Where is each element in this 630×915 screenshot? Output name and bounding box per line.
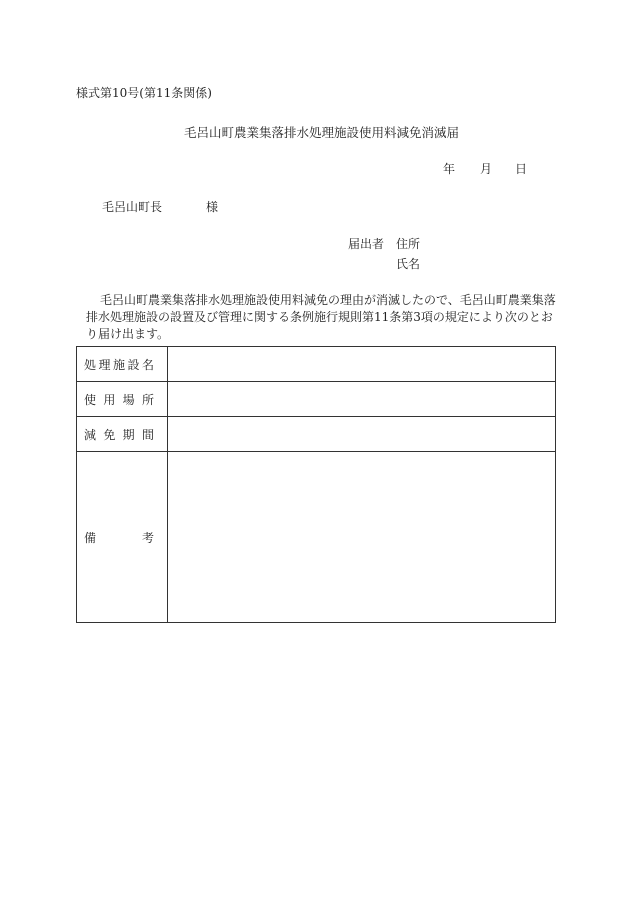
addressee-name: 毛呂山町長	[102, 200, 163, 214]
body-line: 排水処理施設の設置及び管理に関する条例施行規則第11条第3項の規定により次のとお	[86, 310, 553, 324]
document-title: 毛呂山町農業集落排水処理施設使用料減免消滅届	[184, 125, 460, 140]
form-table	[76, 346, 556, 623]
form-number: 様式第10号(第11条関係)	[76, 86, 212, 100]
submitter-label: 届出者	[348, 237, 385, 251]
remarks-field[interactable]	[168, 452, 556, 623]
body-paragraph	[76, 292, 596, 343]
reduction-period-label: 減免期間	[77, 417, 168, 452]
body-line: り届け出ます。	[86, 327, 170, 341]
submitter-name-label: 氏名	[396, 257, 421, 271]
submitter-address-label: 住所	[396, 237, 421, 251]
remarks-label: 備考	[77, 452, 168, 623]
table-row-location	[77, 382, 556, 417]
table-row-period	[77, 417, 556, 452]
table-row-remarks	[77, 452, 556, 623]
reduction-period-field[interactable]	[168, 417, 556, 452]
date-year-label: 年	[443, 162, 456, 176]
date-day-label: 日	[515, 162, 528, 176]
facility-name-label: 処理施設名	[77, 347, 168, 382]
body-line: 毛呂山町農業集落排水処理施設使用料減免の理由が消滅したので、毛呂山町農業集落	[100, 293, 556, 307]
usage-location-field[interactable]	[168, 382, 556, 417]
date-month-label: 月	[480, 162, 493, 176]
addressee-honorific: 様	[206, 200, 219, 214]
usage-location-label: 使用場所	[77, 382, 168, 417]
facility-name-field[interactable]	[168, 347, 556, 382]
table-row-facility	[77, 347, 556, 382]
